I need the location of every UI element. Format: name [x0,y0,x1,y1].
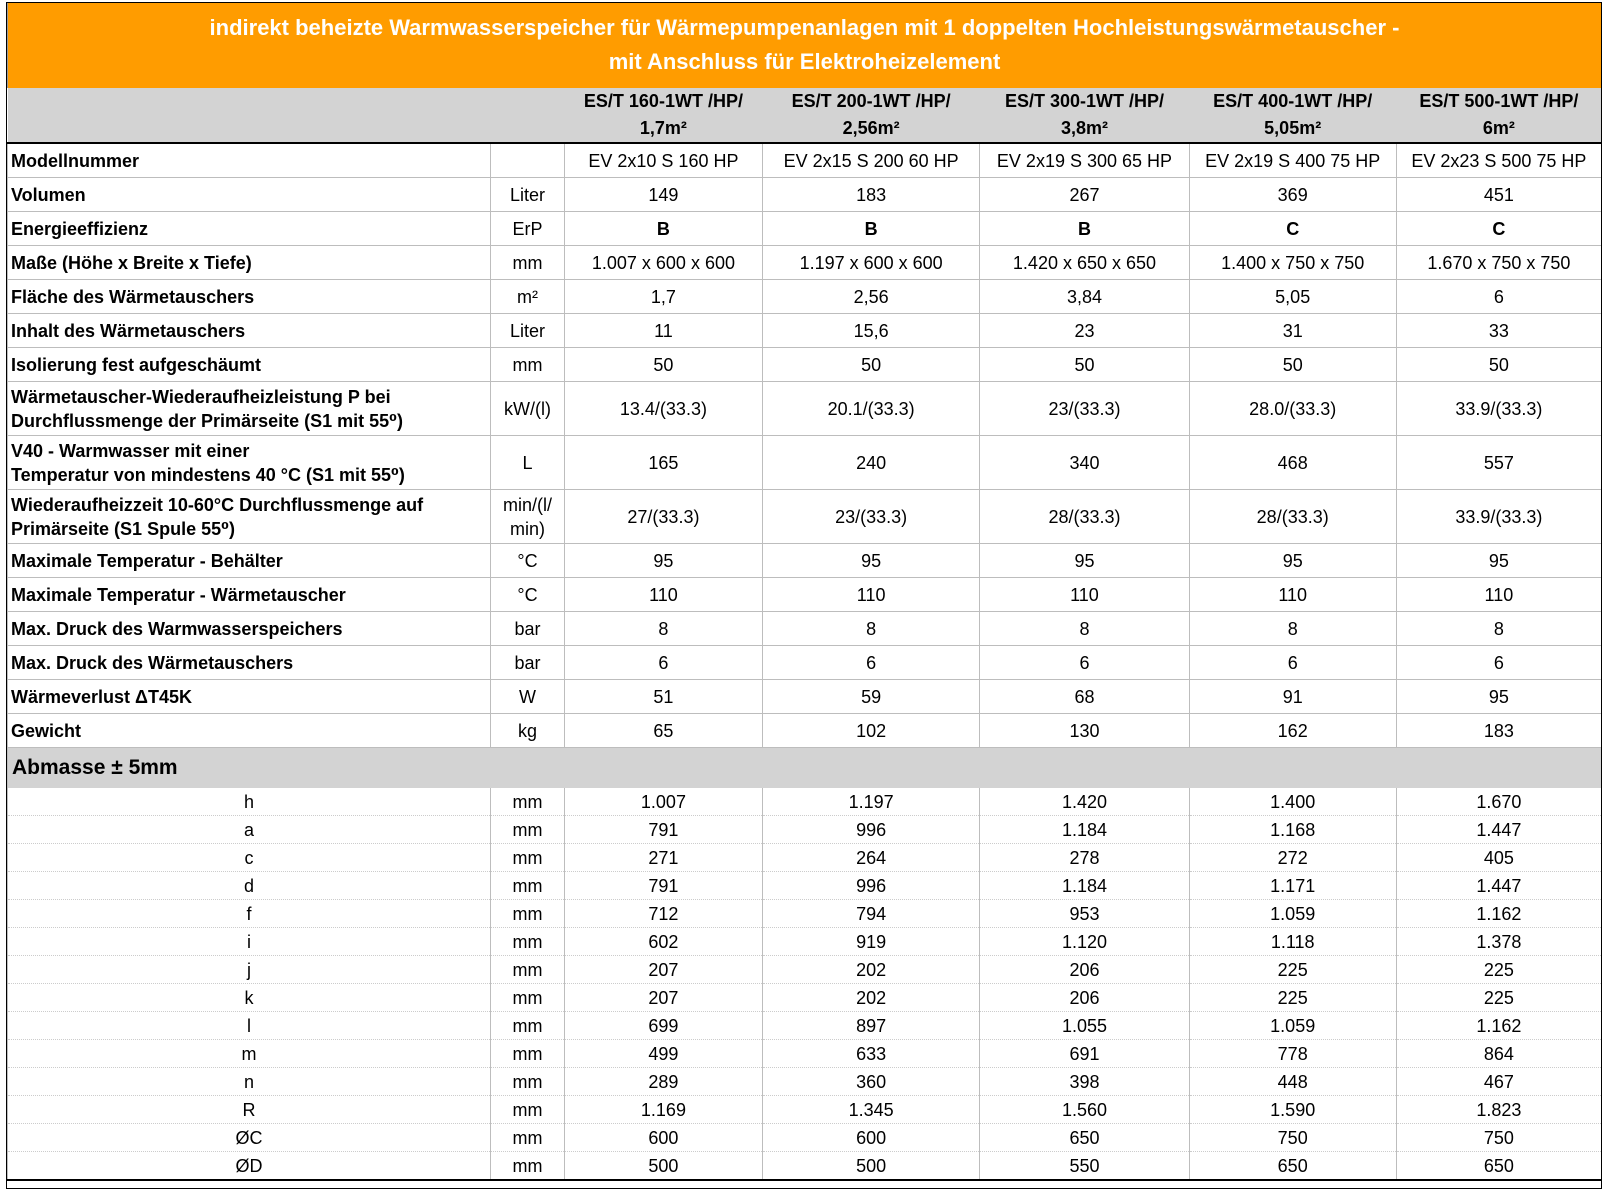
dimension-row [8,1012,1602,1040]
spec-label: Wärmetauscher-Wiederaufheizleistung P bei Durchflussmenge der Primärseite (S1 mit 55⁰) [8,382,491,436]
spec-unit: Liter [491,178,565,212]
dimension-row [8,1040,1602,1068]
spec-label: Wärmeverlust ΔT45K [8,680,491,714]
spec-value: 1,7 [564,280,762,314]
spec-value: 165 [564,436,762,490]
spec-unit: °C [491,578,565,612]
spec-unit: ErP [491,212,565,246]
dimension-unit: mm [491,956,565,984]
dimension-value: 202 [762,984,979,1012]
spec-row [8,714,1602,748]
dimensions-section-row [8,748,1602,789]
spec-label: Volumen [8,178,491,212]
spec-value: 6 [980,646,1189,680]
dimension-value: 1.162 [1396,900,1601,928]
dimension-label: ØC [8,1124,491,1152]
spec-row [8,680,1602,714]
spec-value: 1.420 x 650 x 650 [980,246,1189,280]
spec-label: Isolierung fest aufgeschäumt [8,348,491,382]
spec-row [8,490,1602,544]
spec-value: 95 [1189,544,1396,578]
dimension-unit: mm [491,1068,565,1096]
dimension-value: 1.169 [564,1096,762,1124]
spec-row [8,436,1602,490]
dimension-value: 206 [980,956,1189,984]
spec-value: 149 [564,178,762,212]
spec-value: 20.1/(33.3) [762,382,979,436]
spec-label: Modellnummer [8,143,491,178]
dimension-row [8,900,1602,928]
dimension-value: 500 [564,1152,762,1181]
spec-value: 5,05 [1189,280,1396,314]
dimension-label: i [8,928,491,956]
spec-value: 110 [1396,578,1601,612]
dimension-value: 207 [564,956,762,984]
dimension-value: 1.447 [1396,872,1601,900]
spec-body [8,143,1602,1180]
spec-label: Wiederaufheizzeit 10-60°C Durchflussmenge auf Primärseite (S1 Spule 55⁰) [8,490,491,544]
spec-value: 33 [1396,314,1601,348]
spec-label: Fläche des Wärmetauschers [8,280,491,314]
spec-value: 8 [1189,612,1396,646]
spec-value: 110 [1189,578,1396,612]
dimensions-title: Abmasse ± 5mm [8,748,1602,789]
spec-value: 162 [1189,714,1396,748]
spec-label: Energieeffizienz [8,212,491,246]
spec-value: 68 [980,680,1189,714]
dimension-value: 953 [980,900,1189,928]
model-header-row [8,88,1602,143]
spec-value: 65 [564,714,762,748]
spec-sheet [7,2,1602,1181]
spec-value: 31 [1189,314,1396,348]
dimension-value: 1.059 [1189,1012,1396,1040]
dimension-value: 1.197 [762,788,979,816]
spec-value: 8 [762,612,979,646]
dimension-value: 791 [564,816,762,844]
spec-row [8,178,1602,212]
dimension-label: k [8,984,491,1012]
spec-row [8,314,1602,348]
dimension-value: 1.823 [1396,1096,1601,1124]
dimension-label: c [8,844,491,872]
spec-value: EV 2x15 S 200 60 HP [762,143,979,178]
spec-value: 33.9/(33.3) [1396,382,1601,436]
spec-value: EV 2x19 S 300 65 HP [980,143,1189,178]
dimension-value: 1.447 [1396,816,1601,844]
spec-value: 6 [564,646,762,680]
dimension-value: 650 [1189,1152,1396,1181]
spec-row [8,246,1602,280]
spec-value: 23/(33.3) [980,382,1189,436]
dimension-value: 271 [564,844,762,872]
spec-value: 50 [1396,348,1601,382]
dimension-value: 712 [564,900,762,928]
dimension-value: 1.184 [980,816,1189,844]
dimension-unit: mm [491,788,565,816]
dimension-value: 1.670 [1396,788,1601,816]
dimension-value: 202 [762,956,979,984]
spec-row [8,382,1602,436]
dimension-value: 1.118 [1189,928,1396,956]
dimension-value: 550 [980,1152,1189,1181]
dimension-label: j [8,956,491,984]
dimension-row [8,788,1602,816]
spec-value: C [1396,212,1601,246]
dimension-value: 1.378 [1396,928,1601,956]
spec-unit: °C [491,544,565,578]
dimension-value: 794 [762,900,979,928]
spec-value: 1.670 x 750 x 750 [1396,246,1601,280]
model-header: ES/T 500-1WT /HP/ 6m² [1396,88,1601,143]
dimension-unit: mm [491,900,565,928]
dimension-value: 272 [1189,844,1396,872]
dimension-value: 633 [762,1040,979,1068]
dimension-value: 1.184 [980,872,1189,900]
dimension-value: 602 [564,928,762,956]
spec-value: 183 [1396,714,1601,748]
spec-value: 1.400 x 750 x 750 [1189,246,1396,280]
spec-value: 11 [564,314,762,348]
spec-label: Max. Druck des Wärmetauschers [8,646,491,680]
spec-value: 28/(33.3) [980,490,1189,544]
dimension-value: 600 [762,1124,979,1152]
dimension-unit: mm [491,1012,565,1040]
spec-label: Inhalt des Wärmetauschers [8,314,491,348]
spec-unit: bar [491,612,565,646]
dimension-row [8,872,1602,900]
spec-value: 50 [1189,348,1396,382]
spec-value: 130 [980,714,1189,748]
dimension-value: 398 [980,1068,1189,1096]
dimension-value: 750 [1189,1124,1396,1152]
spec-value: 1.197 x 600 x 600 [762,246,979,280]
dimension-value: 1.590 [1189,1096,1396,1124]
spec-value: 3,84 [980,280,1189,314]
spec-value: 557 [1396,436,1601,490]
model-header: ES/T 200-1WT /HP/ 2,56m² [762,88,979,143]
spec-value: EV 2x19 S 400 75 HP [1189,143,1396,178]
spec-value: 6 [1189,646,1396,680]
spec-value: 1.007 x 600 x 600 [564,246,762,280]
spec-label: V40 - Warmwasser mit einer Temperatur von mindestens 40 °C (S1 mit 55⁰) [8,436,491,490]
spec-value: 50 [980,348,1189,382]
dimension-row [8,956,1602,984]
dimension-value: 691 [980,1040,1189,1068]
dimension-value: 1.162 [1396,1012,1601,1040]
dimension-value: 207 [564,984,762,1012]
spec-value: 6 [1396,280,1601,314]
dimension-value: 360 [762,1068,979,1096]
spec-value: 28.0/(33.3) [1189,382,1396,436]
spec-value: 23 [980,314,1189,348]
dimension-value: 264 [762,844,979,872]
spec-value: 102 [762,714,979,748]
spec-value: 6 [1396,646,1601,680]
spec-row [8,348,1602,382]
spec-value: 240 [762,436,979,490]
spec-value: B [564,212,762,246]
dimension-value: 919 [762,928,979,956]
model-header: ES/T 160-1WT /HP/ 1,7m² [564,88,762,143]
dimension-value: 1.059 [1189,900,1396,928]
spec-value: 110 [762,578,979,612]
spec-value: 23/(33.3) [762,490,979,544]
spec-value: 95 [1396,544,1601,578]
header-label-cell [8,88,491,143]
spec-value: B [980,212,1189,246]
dimension-value: 791 [564,872,762,900]
spec-unit: kg [491,714,565,748]
dimension-unit: mm [491,872,565,900]
dimension-value: 1.120 [980,928,1189,956]
dimension-value: 206 [980,984,1189,1012]
dimension-row [8,928,1602,956]
spec-unit [491,143,565,178]
spec-row [8,646,1602,680]
spec-value: 95 [980,544,1189,578]
dimension-unit: mm [491,1152,565,1181]
dimension-row [8,1152,1602,1181]
dimension-label: l [8,1012,491,1040]
spec-label: Gewicht [8,714,491,748]
dimension-row [8,1068,1602,1096]
sheet-title [7,2,1602,88]
dimension-unit: mm [491,984,565,1012]
dimension-value: 778 [1189,1040,1396,1068]
dimension-unit: mm [491,844,565,872]
dimension-unit: mm [491,928,565,956]
spec-value: 50 [564,348,762,382]
spec-value: 15,6 [762,314,979,348]
spec-row [8,143,1602,178]
spec-value: 13.4/(33.3) [564,382,762,436]
spec-unit: mm [491,348,565,382]
spec-value: EV 2x23 S 500 75 HP [1396,143,1601,178]
spec-value: C [1189,212,1396,246]
spec-label: Maximale Temperatur - Behälter [8,544,491,578]
dimension-value: 897 [762,1012,979,1040]
dimension-row [8,984,1602,1012]
model-header: ES/T 400-1WT /HP/ 5,05m² [1189,88,1396,143]
spec-value: 369 [1189,178,1396,212]
spec-unit: kW/(l) [491,382,565,436]
dimension-value: 996 [762,872,979,900]
spec-value: 51 [564,680,762,714]
dimension-value: 225 [1189,956,1396,984]
dimension-value: 289 [564,1068,762,1096]
dimension-row [8,816,1602,844]
spec-row [8,280,1602,314]
spec-row [8,212,1602,246]
dimension-value: 650 [980,1124,1189,1152]
spec-row [8,612,1602,646]
dimension-value: 1.055 [980,1012,1189,1040]
dimension-value: 1.007 [564,788,762,816]
dimension-unit: mm [491,1124,565,1152]
dimension-label: R [8,1096,491,1124]
title-line-2: mit Anschluss für Elektroheizelement [608,49,1001,74]
spec-value: B [762,212,979,246]
spec-unit: W [491,680,565,714]
spec-label: Maximale Temperatur - Wärmetauscher [8,578,491,612]
dimension-value: 1.168 [1189,816,1396,844]
spec-value: 110 [980,578,1189,612]
dimension-value: 1.345 [762,1096,979,1124]
dimension-value: 650 [1396,1152,1601,1181]
spec-value: 33.9/(33.3) [1396,490,1601,544]
spec-value: 50 [762,348,979,382]
spec-value: 2,56 [762,280,979,314]
dimension-label: d [8,872,491,900]
dimension-value: 467 [1396,1068,1601,1096]
dimension-label: n [8,1068,491,1096]
header-unit-cell [491,88,565,143]
spec-value: 110 [564,578,762,612]
dimension-value: 600 [564,1124,762,1152]
spec-value: 6 [762,646,979,680]
spec-value: 183 [762,178,979,212]
dimension-value: 1.420 [980,788,1189,816]
spec-value: 451 [1396,178,1601,212]
spec-value: 8 [1396,612,1601,646]
dimension-value: 996 [762,816,979,844]
dimension-label: ØD [8,1152,491,1181]
spec-value: 28/(33.3) [1189,490,1396,544]
dimension-value: 699 [564,1012,762,1040]
dimension-unit: mm [491,816,565,844]
dimension-value: 405 [1396,844,1601,872]
spec-value: 267 [980,178,1189,212]
spec-value: 91 [1189,680,1396,714]
spec-value: EV 2x10 S 160 HP [564,143,762,178]
dimension-row [8,1124,1602,1152]
spec-value: 8 [564,612,762,646]
dimension-value: 499 [564,1040,762,1068]
dimension-value: 225 [1396,956,1601,984]
model-header: ES/T 300-1WT /HP/ 3,8m² [980,88,1189,143]
dimension-unit: mm [491,1040,565,1068]
dimension-row [8,1096,1602,1124]
dimension-value: 864 [1396,1040,1601,1068]
spec-table [7,88,1602,1181]
spec-unit: bar [491,646,565,680]
spec-value: 59 [762,680,979,714]
spec-row [8,578,1602,612]
dimension-value: 750 [1396,1124,1601,1152]
dimension-value: 225 [1189,984,1396,1012]
spec-unit: m² [491,280,565,314]
dimension-value: 278 [980,844,1189,872]
spec-unit: min/(l/ min) [491,490,565,544]
dimension-label: m [8,1040,491,1068]
title-line-1: indirekt beheizte Warmwasserspeicher für Wärmepumpenanlagen mit 1 doppelten Hochleistungswärmetauscher - [209,15,1400,40]
dimension-value: 1.400 [1189,788,1396,816]
spec-value: 95 [1396,680,1601,714]
spec-label: Max. Druck des Warmwasserspeichers [8,612,491,646]
spec-value: 468 [1189,436,1396,490]
spec-unit: mm [491,246,565,280]
dimension-value: 1.560 [980,1096,1189,1124]
spec-unit: Liter [491,314,565,348]
spec-value: 340 [980,436,1189,490]
dimension-label: a [8,816,491,844]
spec-row [8,544,1602,578]
dimension-value: 500 [762,1152,979,1181]
dimension-unit: mm [491,1096,565,1124]
dimension-value: 225 [1396,984,1601,1012]
dimension-row [8,844,1602,872]
spec-value: 8 [980,612,1189,646]
spec-label: Maße (Höhe x Breite x Tiefe) [8,246,491,280]
dimension-value: 448 [1189,1068,1396,1096]
dimension-value: 1.171 [1189,872,1396,900]
spec-value: 27/(33.3) [564,490,762,544]
spec-unit: L [491,436,565,490]
spec-value: 95 [762,544,979,578]
spec-value: 95 [564,544,762,578]
dimension-label: h [8,788,491,816]
dimension-label: f [8,900,491,928]
